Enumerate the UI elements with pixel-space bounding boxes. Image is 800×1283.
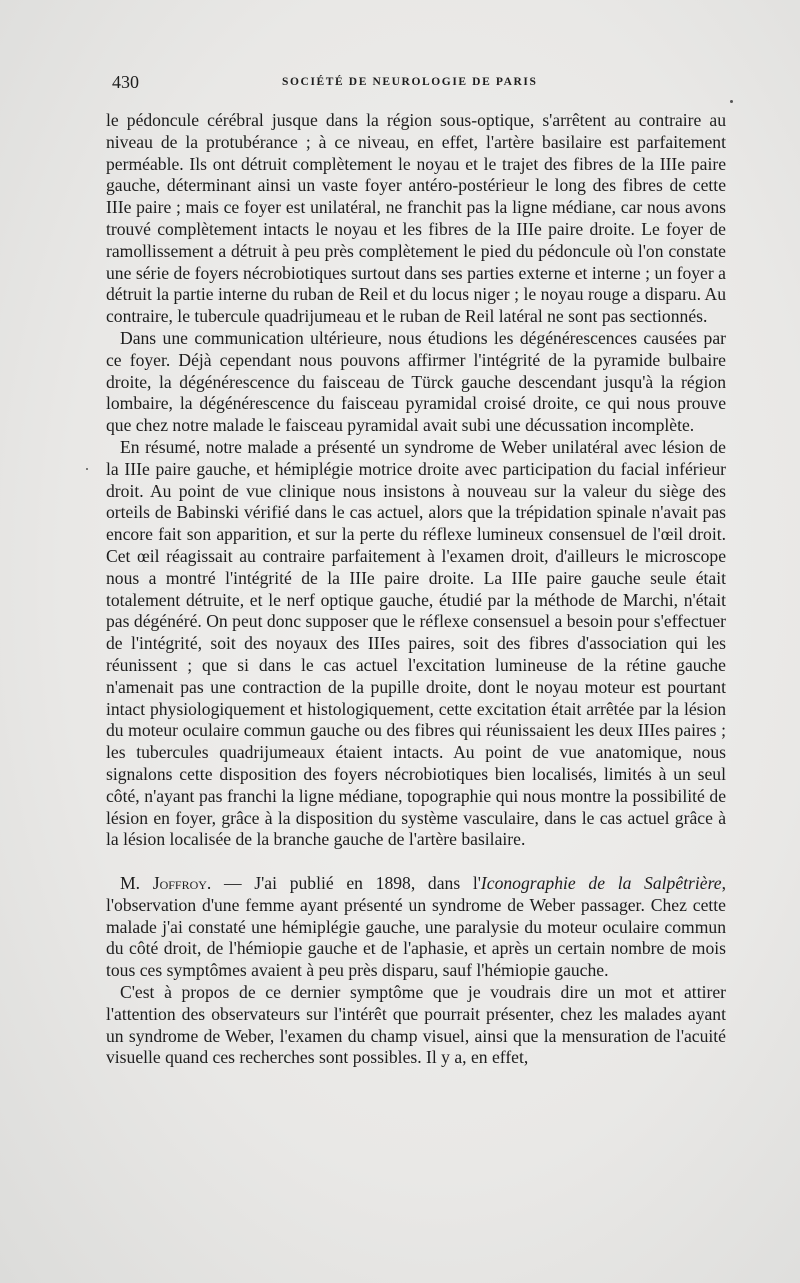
joffroy-text-after: , l'observation d'une femme ayant présenté un syndrome de Weber passager. Chez cette malade j'ai constaté une hémiplégie gauche, une paralysie du moteur oculaire commun du côté droit, de l'hémiopie gauche et de l'aphasie, et après un certain nombre de mois tous ces symptômes avaient à peu près disparu, sauf l'hémiopie gauche. [106,873,726,981]
print-speck [730,100,733,103]
paragraph-continuation: le pédoncule cérébral jusque dans la région sous-optique, s'arrêtent au contraire au niveau de la protubérance ; à ce niveau, en effet, l'artère basilaire est parfaitement perméable. Ils ont détruit complètement le noyau et le trajet des fibres de la IIIe paire gauche, déterminant ainsi un vaste foyer antéro-postérieur le long des fibres de cette IIIe paire ; mais ce foyer est unilatéral, ne franchit pas la ligne médiane, car nous avons trouvé complètement intacts le noyau et les fibres de la IIIe paire droite. Le foyer de ramollissement a détruit à peu près complètement le pied du pédoncule où l'on constate une série de foyers nécrobiotiques surtout dans ses parties externe et interne ; un foyer a détruit la partie interne du ruban de Reil et du locus niger ; le noyau rouge a disparu. Au contraire, le tubercule quadrijumeau et le ruban de Reil latéral ne sont pas sectionnés. [106,110,726,327]
page-number: 430 [112,72,139,92]
publication-reference: Iconographie de la Salpêtrière [480,873,722,894]
page-header [112,72,724,98]
print-speck [86,468,88,470]
paragraph-champ-visuel: C'est à propos de ce dernier symptôme que je voudrais dire un mot et attirer l'attention des observateurs sur l'intérêt que pourrait présenter, chez les malades ayant un syndrome de Weber, l'examen du champ visuel, ainsi que la mensuration de l'acuité visuelle quand ces recherches sont possibles. Il y a, en effet, [106,982,726,1068]
paragraph-resume: En résumé, notre malade a présenté un syndrome de Weber unilatéral avec lésion de la IIIe paire gauche, et hémiplégie motrice droite avec participation du facial inférieur droit. Au point de vue clinique nous insistons à nouveau sur la valeur du siège des orteils de Babinski vérifié dans le cas actuel, alors que la trépidation spinale n'avait pas encore fait son apparition, et sur la perte du réflexe lumineux consensuel de l'œil droit. Cet œil réagissait au contraire parfaitement à l'examen droit, d'ailleurs le microscope nous a montré l'intégrité de la IIIe paire droite. La IIIe paire gauche seule était totalement détruite, et le nerf optique gauche, étudié par la méthode de Marchi, n'était pas dégénéré. On peut donc supposer que le réflexe consensuel a besoin pour s'effectuer de l'intégrité, soit des noyaux des IIIes paires, soit des fibres d'association qui les réunissent ; que si dans le cas actuel l'excitation lumineuse de la rétine gauche n'amenait pas une contraction de la pupille droite, dont le noyau moteur est pourtant intact physiologiquement et histologiquement, cette excitation était arrêtée par la lésion du moteur oculaire commun gauche ou des fibres qui réunissaient les deux IIIes paires ; les tubercules quadrijumeaux étaient intacts. Au point de vue anatomique, nous signalons cette disposition des foyers nécrobiotiques bien localisés, limités à un seul côté, n'ayant pas franchi la ligne médiane, topographie qui nous montre la possibilité de lésion en foyer, grâce à la disposition du système vasculaire, dans le cas actuel grâce à la lésion localisée de la branche gauche de l'artère basilaire. [106,436,726,850]
body-text [106,110,726,1069]
joffroy-text-before: — J'ai publié en 1898, dans l' [211,873,481,894]
paragraph-degenerescences: Dans une communication ultérieure, nous étudions les dégénérescences causées par ce foyer. Déjà cependant nous pouvons affirmer l'intégrité de la pyramide bulbaire droite, la dégénérescence du faisceau de Türck gauche descendant jusqu'à la région lombaire, la dégénérescence du faisceau pyramidal croisé droite, ce qui nous prouve que chez notre malade le faisceau pyramidal avait subi une décussation incomplète. [106,327,726,436]
speaker-name: M. Joffroy. [120,873,212,894]
paragraph-joffroy [106,873,726,982]
running-title: SOCIÉTÉ DE NEUROLOGIE DE PARIS [282,76,538,88]
